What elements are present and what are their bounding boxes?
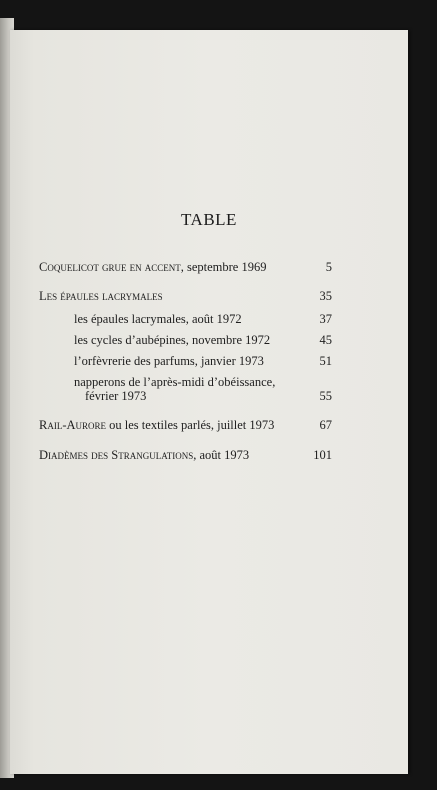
toc-title: TABLE [181, 210, 237, 229]
toc-subentry: les épaules lacrymales, août 1972 [74, 312, 242, 326]
toc-entry-rest: ou les textiles parlés, juillet 1973 [106, 418, 275, 432]
toc-entry [39, 289, 163, 304]
toc-entry-date: septembre 1969 [183, 260, 267, 274]
toc-entry [39, 448, 249, 463]
toc-page-number: 51 [319, 354, 332, 368]
toc-subentry: les cycles d’aubépines, novembre 1972 [74, 333, 271, 347]
toc-entry-title: Diadèmes des Strangulations [39, 448, 194, 462]
toc-page-number: 45 [319, 333, 332, 347]
toc-page-number: 101 [313, 448, 332, 462]
toc-subentry: l’orfèvrerie des parfums, janvier 1973 [74, 354, 264, 368]
toc-page-number: 35 [319, 289, 332, 303]
book-page [10, 30, 408, 774]
toc-page-number: 55 [319, 389, 332, 403]
toc-subentry-continuation: février 1973 [85, 389, 147, 403]
toc-entry-separator: , [180, 260, 184, 274]
toc-entry-title: Rail-Aurore [39, 418, 107, 432]
toc-page-number: 67 [319, 418, 332, 432]
toc-page-number: 37 [319, 312, 332, 326]
toc-entry-title: Les épaules lacrymales [39, 289, 163, 303]
toc-entry [39, 418, 274, 433]
toc-entry-rest: , août 1973 [193, 448, 250, 462]
toc-page-number: 5 [325, 260, 332, 274]
toc-subentry: napperons de l’après-midi d’obéissance, [74, 375, 276, 389]
toc-entry-title: Coquelicot grue en accent [39, 260, 181, 274]
toc-entry [39, 260, 266, 275]
